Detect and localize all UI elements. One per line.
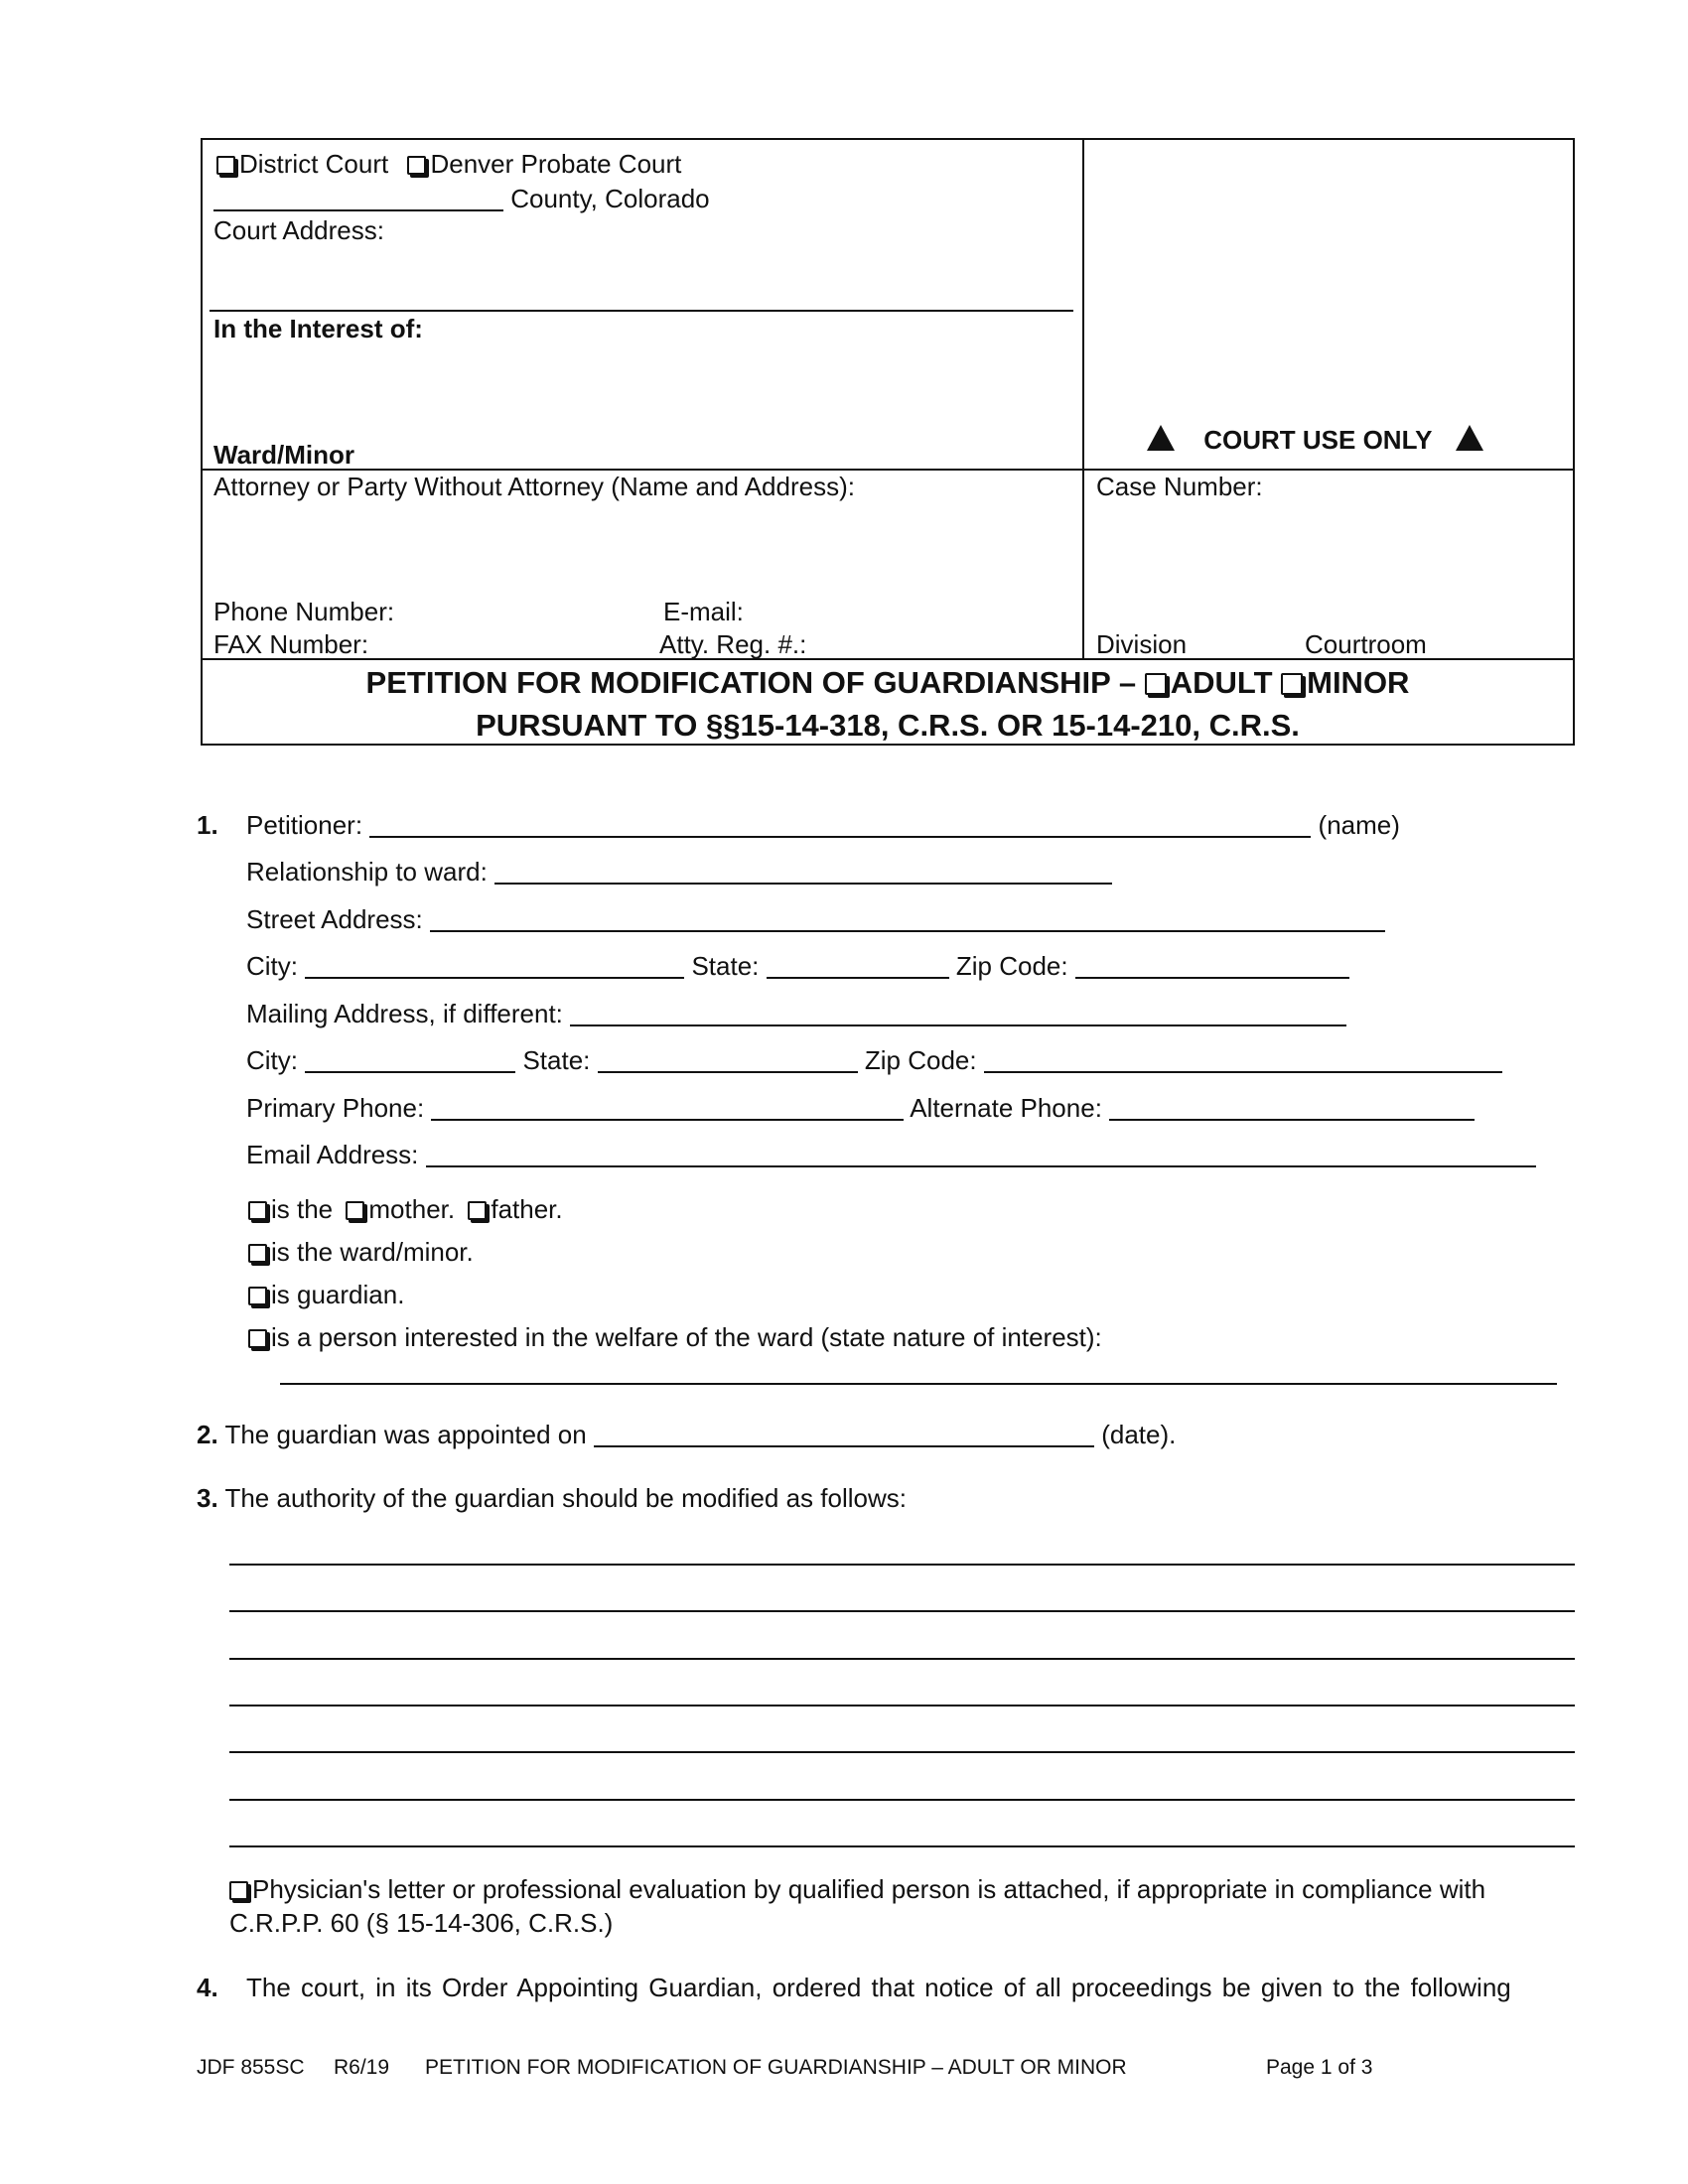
is-the-label: is the bbox=[271, 1194, 334, 1224]
is-the-checkbox[interactable] bbox=[248, 1201, 267, 1220]
appointment-date-field[interactable] bbox=[594, 1424, 1094, 1447]
form-title-line2: PURSUANT TO §§15-14-318, C.R.S. OR 15-14-210, C.R.S. bbox=[476, 708, 1300, 743]
mailing-zip-label: Zip Code: bbox=[864, 1045, 977, 1075]
zip-label: Zip Code: bbox=[955, 951, 1068, 981]
section2-number: 2. bbox=[197, 1420, 218, 1449]
mailing-state-field[interactable] bbox=[598, 1049, 858, 1073]
adult-checkbox[interactable] bbox=[1145, 673, 1167, 695]
city-label: City: bbox=[246, 951, 298, 981]
adult-label: ADULT bbox=[1170, 665, 1273, 700]
phone-label: Phone Number: bbox=[213, 597, 395, 626]
court-use-only-label: COURT USE ONLY bbox=[1203, 425, 1433, 455]
primary-phone-field[interactable] bbox=[431, 1097, 904, 1121]
footer-page: Page 1 of 3 bbox=[1266, 2056, 1373, 2079]
form-title-line1 bbox=[201, 667, 1575, 698]
up-arrow-icon bbox=[1456, 425, 1483, 451]
atty-reg-label: Atty. Reg. #.: bbox=[659, 629, 807, 659]
minor-checkbox[interactable] bbox=[1281, 673, 1303, 695]
modification-line[interactable] bbox=[229, 1845, 1575, 1847]
zip-field[interactable] bbox=[1075, 955, 1349, 979]
ward-minor-checkbox[interactable] bbox=[248, 1244, 267, 1263]
interested-person-checkbox[interactable] bbox=[248, 1329, 267, 1348]
email-address-field[interactable] bbox=[426, 1144, 1536, 1167]
modification-line[interactable] bbox=[229, 1610, 1575, 1612]
alternate-phone-field[interactable] bbox=[1109, 1097, 1475, 1121]
mailing-zip-field[interactable] bbox=[984, 1049, 1502, 1073]
ward-minor-label: is the ward/minor. bbox=[271, 1237, 474, 1267]
relationship-label: Relationship to ward: bbox=[246, 857, 488, 887]
email-address-label: Email Address: bbox=[246, 1140, 419, 1169]
modification-line[interactable] bbox=[229, 1658, 1575, 1660]
fax-label: FAX Number: bbox=[213, 629, 369, 659]
division-label: Division bbox=[1096, 629, 1188, 659]
mailing-city-field[interactable] bbox=[305, 1049, 515, 1073]
modification-line[interactable] bbox=[229, 1705, 1575, 1706]
mailing-state-label: State: bbox=[522, 1045, 591, 1075]
state-field[interactable] bbox=[767, 955, 949, 979]
mother-checkbox[interactable] bbox=[346, 1201, 364, 1220]
district-court-checkbox[interactable] bbox=[216, 156, 235, 175]
modification-line[interactable] bbox=[229, 1751, 1575, 1753]
email-label: E-mail: bbox=[663, 597, 744, 626]
petitioner-field[interactable] bbox=[369, 814, 1311, 838]
court-address-label: Court Address: bbox=[213, 215, 384, 245]
street-field[interactable] bbox=[430, 908, 1385, 932]
interested-person-label: is a person interested in the welfare of the ward (state nature of interest): bbox=[271, 1322, 1102, 1352]
case-number-label: Case Number: bbox=[1096, 472, 1263, 501]
date-suffix: (date). bbox=[1101, 1420, 1177, 1449]
modification-line[interactable] bbox=[229, 1564, 1575, 1566]
attorney-label: Attorney or Party Without Attorney (Name and Address): bbox=[213, 472, 855, 501]
footer-form-title: PETITION FOR MODIFICATION OF GUARDIANSHIP – ADULT OR MINOR bbox=[425, 2056, 1127, 2079]
courtroom-label: Courtroom bbox=[1305, 629, 1427, 659]
mother-label: mother. bbox=[368, 1194, 456, 1224]
street-label: Street Address: bbox=[246, 904, 423, 934]
section4-number: 4. bbox=[197, 1973, 218, 2002]
county-suffix: County, Colorado bbox=[510, 184, 710, 213]
father-label: father. bbox=[491, 1194, 563, 1224]
denver-probate-court-checkbox[interactable] bbox=[407, 156, 426, 175]
state-label: State: bbox=[691, 951, 760, 981]
relationship-field[interactable] bbox=[494, 861, 1112, 885]
father-checkbox[interactable] bbox=[468, 1201, 487, 1220]
primary-phone-label: Primary Phone: bbox=[246, 1093, 425, 1123]
petitioner-label: Petitioner: bbox=[246, 810, 363, 840]
interest-label: In the Interest of: bbox=[213, 314, 423, 343]
section2-text: The guardian was appointed on bbox=[224, 1420, 587, 1449]
ward-label: Ward/Minor bbox=[213, 440, 355, 470]
physician-letter-line1: Physician's letter or professional evaluation by qualified person is attached, if appropriate in compliance with bbox=[252, 1874, 1486, 1904]
interest-nature-field[interactable] bbox=[280, 1383, 1557, 1385]
section3-text: The authority of the guardian should be modified as follows: bbox=[224, 1483, 907, 1513]
minor-label: MINOR bbox=[1307, 665, 1410, 700]
mailing-field[interactable] bbox=[570, 1003, 1346, 1026]
physician-letter-checkbox[interactable] bbox=[229, 1881, 248, 1900]
footer-form-id: JDF 855SC bbox=[197, 2056, 305, 2079]
denver-probate-court-label: Denver Probate Court bbox=[430, 149, 682, 179]
name-suffix: (name) bbox=[1318, 810, 1400, 840]
section1-number: 1. bbox=[197, 810, 218, 840]
guardian-checkbox[interactable] bbox=[248, 1287, 267, 1305]
footer-revision: R6/19 bbox=[334, 2056, 390, 2079]
modification-line[interactable] bbox=[229, 1799, 1575, 1801]
mailing-label: Mailing Address, if different: bbox=[246, 999, 563, 1028]
city-field[interactable] bbox=[305, 955, 684, 979]
physician-letter-line2: C.R.P.P. 60 (§ 15-14-306, C.R.S.) bbox=[229, 1908, 614, 1938]
county-field[interactable] bbox=[213, 188, 503, 211]
title-prefix: PETITION FOR MODIFICATION OF GUARDIANSHIP – bbox=[365, 665, 1137, 700]
alternate-phone-label: Alternate Phone: bbox=[910, 1093, 1102, 1123]
mailing-city-label: City: bbox=[246, 1045, 298, 1075]
guardian-label: is guardian. bbox=[271, 1280, 405, 1309]
section4-text: The court, in its Order Appointing Guardian, ordered that notice of all proceedings be given to the following bbox=[246, 1973, 1511, 2002]
up-arrow-icon bbox=[1147, 425, 1175, 451]
district-court-label: District Court bbox=[239, 149, 389, 179]
section3-number: 3. bbox=[197, 1483, 218, 1513]
